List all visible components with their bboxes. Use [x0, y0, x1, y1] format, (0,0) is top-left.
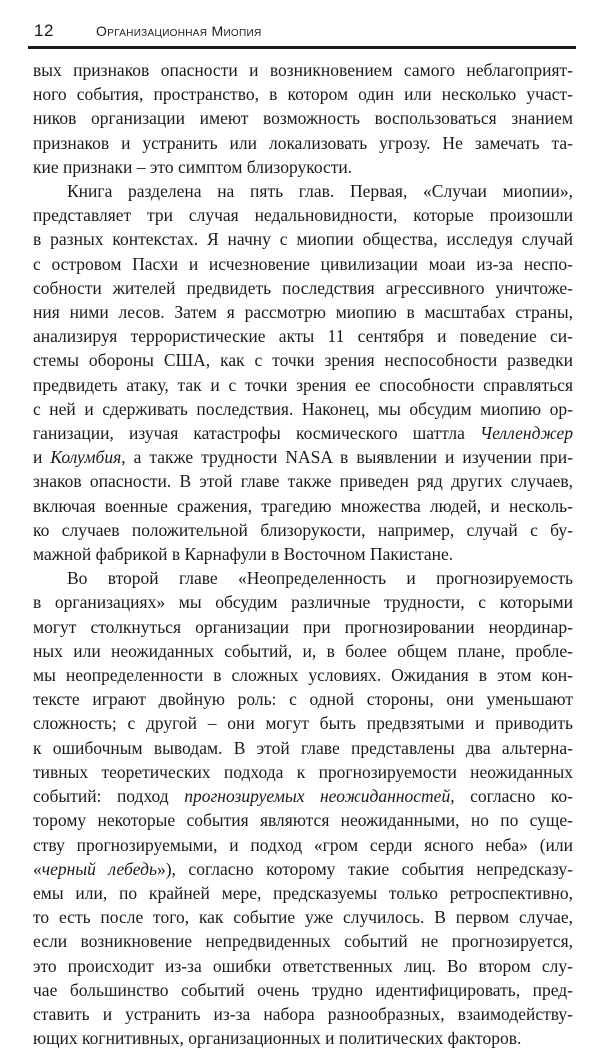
page-number: 12: [34, 21, 54, 40]
text-line: представляет три случая недальновидности, которые произошли: [33, 205, 573, 226]
header-rule: [28, 46, 576, 49]
text-line: предвидеть атаку, так и с точки зрения ее способности справляться: [33, 374, 573, 395]
text-line: ных или неожиданных событий, и, в более общем плане, пробле-: [33, 640, 573, 661]
text-line: «черный лебедь»), согласно которому такие события непредсказу-: [33, 858, 574, 879]
text-line: могут столкнуться организации при прогнозировании неординар-: [33, 616, 573, 637]
text-line: это происходит из-за ошибки ответственных лиц. Во втором слу-: [33, 955, 573, 976]
text-line: ганизации, изучая катастрофы космического шаттла Челленджер: [33, 423, 573, 444]
paragraph-3: [33, 566, 573, 1050]
paragraph-2: [33, 179, 573, 566]
text-line: ников организации имеют возможность воспользоваться знанием: [33, 108, 573, 129]
text-line: тексте играют двойную роль: с одной стороны, они уменьшают: [33, 689, 573, 710]
text-line: если возникновение непредвиденных событий не прогнозируется,: [33, 931, 573, 952]
text-line: ставить и устранить из-за набора разнообразных, взаимодейству-: [33, 1003, 573, 1024]
text-line: тивных теоретических подхода к прогнозируемости неожиданных: [33, 761, 573, 782]
text-line: емы или, по крайней мере, предсказуемы только ретроспективно,: [33, 882, 573, 903]
text-line: мы неопределенности в сложных условиях. Ожидания в этом кон-: [33, 665, 573, 686]
text-line: стемы обороны США, как с точки зрения неспособности разведки: [33, 350, 573, 371]
text-line: ко случаев положительной близорукости, например, случай с бу-: [33, 519, 573, 540]
text-line: мажной фабрикой в Карнафули в Восточном Пакистане.: [33, 544, 454, 565]
text-line: признаков и устранить или локализовать угрозу. Не замечать та-: [33, 132, 573, 153]
text-line: и Колумбия, а также трудности NASA в выявлении и изучении при-: [33, 447, 573, 468]
running-title: Организационная Миопия: [96, 23, 262, 39]
text-line: чае большинство событий очень трудно идентифицировать, пред-: [33, 979, 573, 1000]
text-line: Книга разделена на пять глав. Первая, «Случаи миопии»,: [67, 181, 573, 202]
body-text: [33, 58, 573, 1050]
text-line: вых признаков опасности и возникновением самого неблагоприят-: [33, 60, 573, 80]
text-line: то есть после того, как событие уже случилось. В первом случае,: [33, 907, 573, 928]
paragraph-1: [33, 58, 573, 179]
text-line: кие признаки – это симптом близорукости.: [33, 156, 353, 177]
text-line: к ошибочным выводам. В этой главе представлены два альтерна-: [33, 737, 573, 758]
text-line: ного события, пространство, в котором один или несколько участ-: [33, 84, 573, 105]
text-line: собности жителей предвидеть последствия агрессивного уничтоже-: [33, 277, 573, 298]
text-line: с ней и сдерживать последствия. Наконец, мы обсудим миопию ор-: [33, 398, 573, 419]
text-line: в организациях» мы обсудим различные трудности, с которыми: [33, 592, 573, 613]
text-line: Во второй главе «Неопределенность и прогнозируемость: [67, 568, 573, 589]
text-line: включая военные сражения, трагедию множества людей, и несколь-: [33, 495, 573, 516]
text-line: ству прогнозируемыми, и подход «гром серди ясного неба» (или: [33, 834, 573, 855]
text-line: анализируя террористические акты 11 сентября и поведение си-: [33, 326, 573, 347]
text-line: событий: подход прогнозируемых неожиданностей, согласно ко-: [33, 786, 573, 807]
text-line: торому некоторые события являются неожиданными, но по суще-: [33, 810, 573, 831]
text-line: сложность; с другой – они могут быть предвзятыми и приводить: [33, 713, 573, 734]
text-line: ния ними лесов. Затем я рассмотрю миопию в масштабах страны,: [33, 302, 573, 323]
text-line: знаков опасности. В этой главе также приведен ряд других случаев,: [33, 471, 573, 492]
page-header: [28, 18, 576, 48]
text-line: в разных контекстах. Я начну с миопии общества, исследуя случай: [33, 229, 573, 250]
text-line: ющих когнитивных, организационных и политических факторов.: [33, 1028, 522, 1049]
text-line: с островом Пасхи и исчезновение цивилизации моаи из-за неспо-: [33, 253, 573, 274]
